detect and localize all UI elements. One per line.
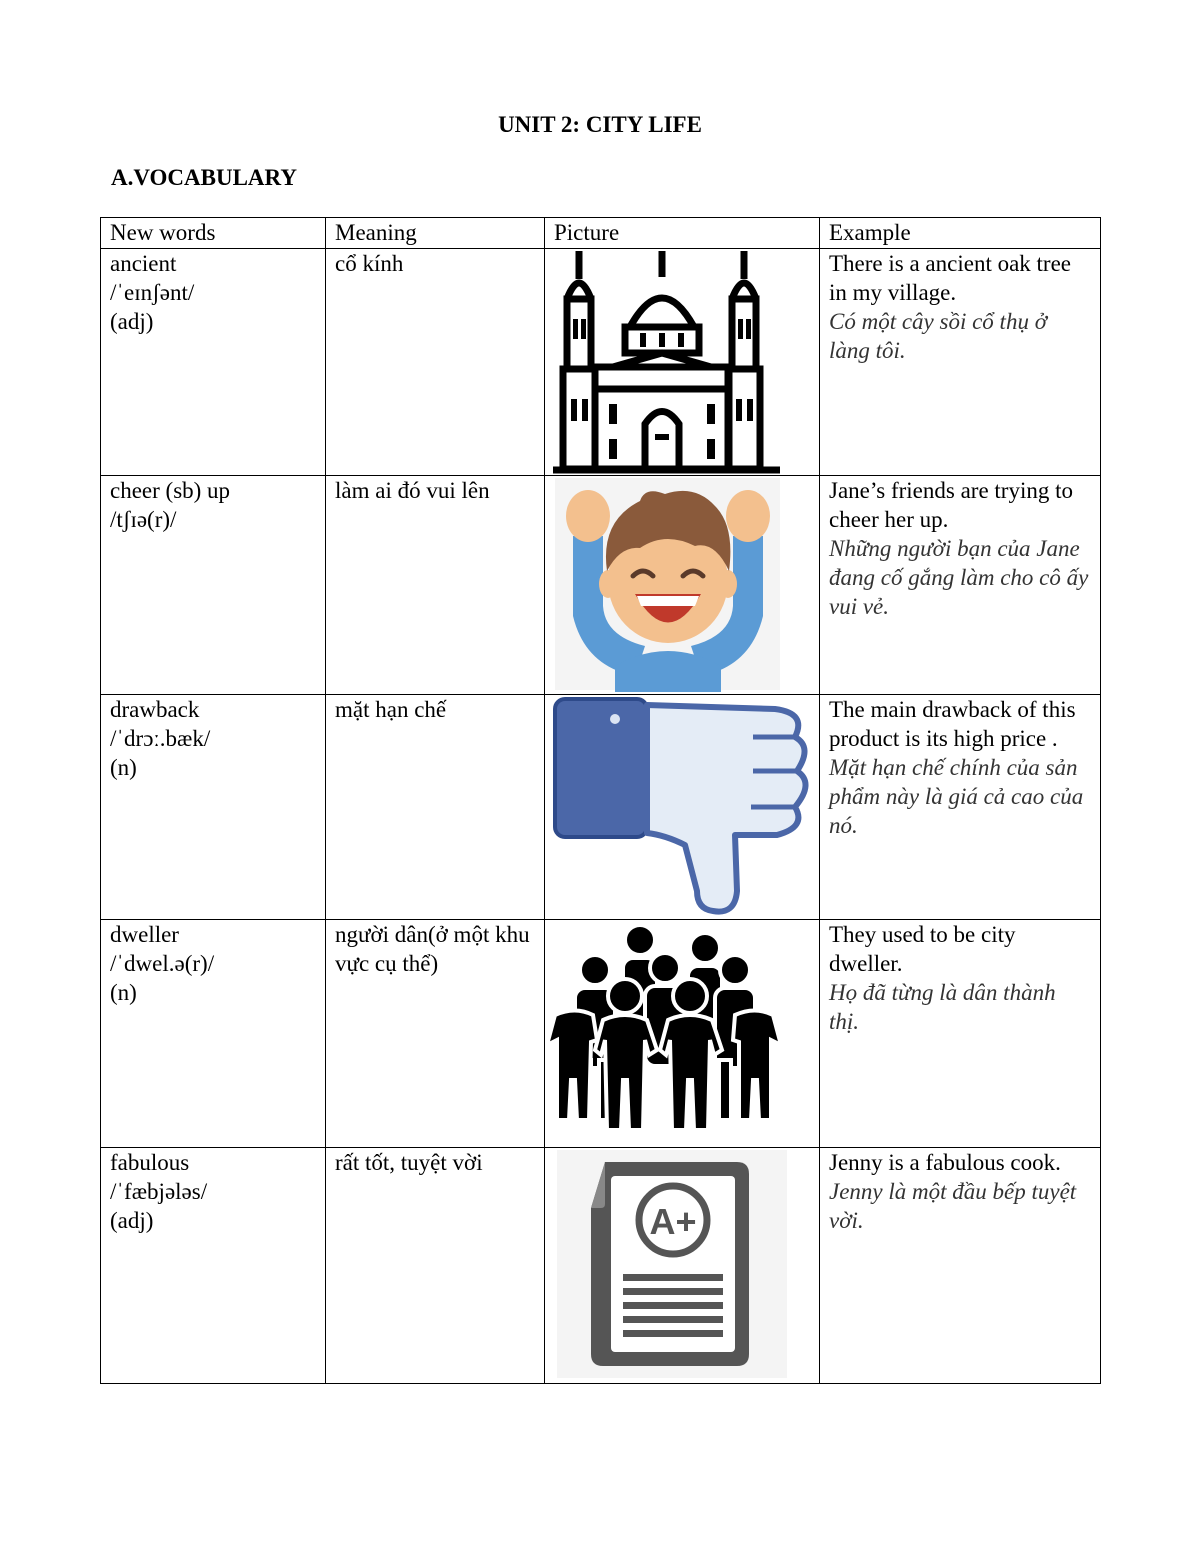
page-title: UNIT 2: CITY LIFE <box>498 112 702 137</box>
meaning-cell: người dân(ở một khu vực cụ thể) <box>326 920 545 1148</box>
ipa: /ˈdwel.ə(r)/ <box>110 951 215 976</box>
section-heading: A.VOCABULARY <box>111 165 297 190</box>
meaning-cell: làm ai đó vui lên <box>326 476 545 695</box>
word: drawback <box>110 697 200 722</box>
example-vietnamese: Những người bạn của Jane đang cố gắng làm cho cô ấy vui vẻ. <box>829 536 1089 619</box>
meaning-cell: cổ kính <box>326 249 545 476</box>
table-row <box>101 1148 1101 1384</box>
example-english: There is a ancient oak tree in my village. <box>829 251 1072 305</box>
cathedral-icon <box>545 249 820 475</box>
word-cell <box>101 920 326 1148</box>
picture-cell <box>545 249 820 476</box>
ipa: /ˈeɪnʃənt/ <box>110 280 195 305</box>
example-cell <box>820 1148 1101 1384</box>
crowd-icon <box>545 920 820 1147</box>
thumbs-down-icon <box>545 695 820 919</box>
example-vietnamese: Mặt hạn chế chính của sản phẩm này là giá cả cao của nó. <box>829 755 1084 838</box>
picture-cell <box>545 1148 820 1384</box>
grade-text: A+ <box>649 1201 697 1242</box>
example-vietnamese: Có một cây sồi cổ thụ ở làng tôi. <box>829 309 1047 363</box>
ipa: /tʃɪə(r)/ <box>110 507 177 532</box>
example-cell <box>820 476 1101 695</box>
header-picture: Picture <box>545 218 820 249</box>
word-cell <box>101 249 326 476</box>
part-of-speech: (adj) <box>110 309 154 334</box>
part-of-speech: (n) <box>110 755 137 780</box>
word-cell <box>101 695 326 920</box>
vocabulary-table <box>100 217 1101 1384</box>
a-plus-document-icon <box>545 1148 820 1383</box>
table-row <box>101 476 1101 695</box>
word: fabulous <box>110 1150 190 1175</box>
example-cell <box>820 920 1101 1148</box>
word-cell <box>101 1148 326 1384</box>
table-row <box>101 920 1101 1148</box>
ipa: /ˈdrɔː.bæk/ <box>110 726 211 751</box>
table-row <box>101 249 1101 476</box>
part-of-speech: (adj) <box>110 1208 154 1233</box>
word: ancient <box>110 251 177 276</box>
example-vietnamese: Họ đã từng là dân thành thị. <box>829 980 1056 1034</box>
word: dweller <box>110 922 179 947</box>
table-row <box>101 695 1101 920</box>
picture-cell <box>545 695 820 920</box>
word: cheer (sb) up <box>110 478 231 503</box>
picture-cell <box>545 920 820 1148</box>
word-cell <box>101 476 326 695</box>
meaning-cell: rất tốt, tuyệt vời <box>326 1148 545 1384</box>
example-english: They used to be city dweller. <box>829 922 1016 976</box>
example-vietnamese: Jenny là một đầu bếp tuyệt vời. <box>829 1179 1077 1233</box>
header-new-words: New words <box>101 218 326 249</box>
ipa: /ˈfæbjələs/ <box>110 1179 208 1204</box>
example-cell <box>820 695 1101 920</box>
part-of-speech: (n) <box>110 980 137 1005</box>
picture-cell <box>545 476 820 695</box>
example-english: The main drawback of this product is its high price . <box>829 697 1076 751</box>
header-example: Example <box>820 218 1101 249</box>
cheering-boy-icon <box>545 476 820 694</box>
table-header-row <box>101 218 1101 249</box>
header-meaning: Meaning <box>326 218 545 249</box>
example-english: Jenny is a fabulous cook. <box>829 1150 1061 1175</box>
example-english: Jane’s friends are trying to cheer her up. <box>829 478 1073 532</box>
meaning-cell: mặt hạn chế <box>326 695 545 920</box>
example-cell <box>820 249 1101 476</box>
